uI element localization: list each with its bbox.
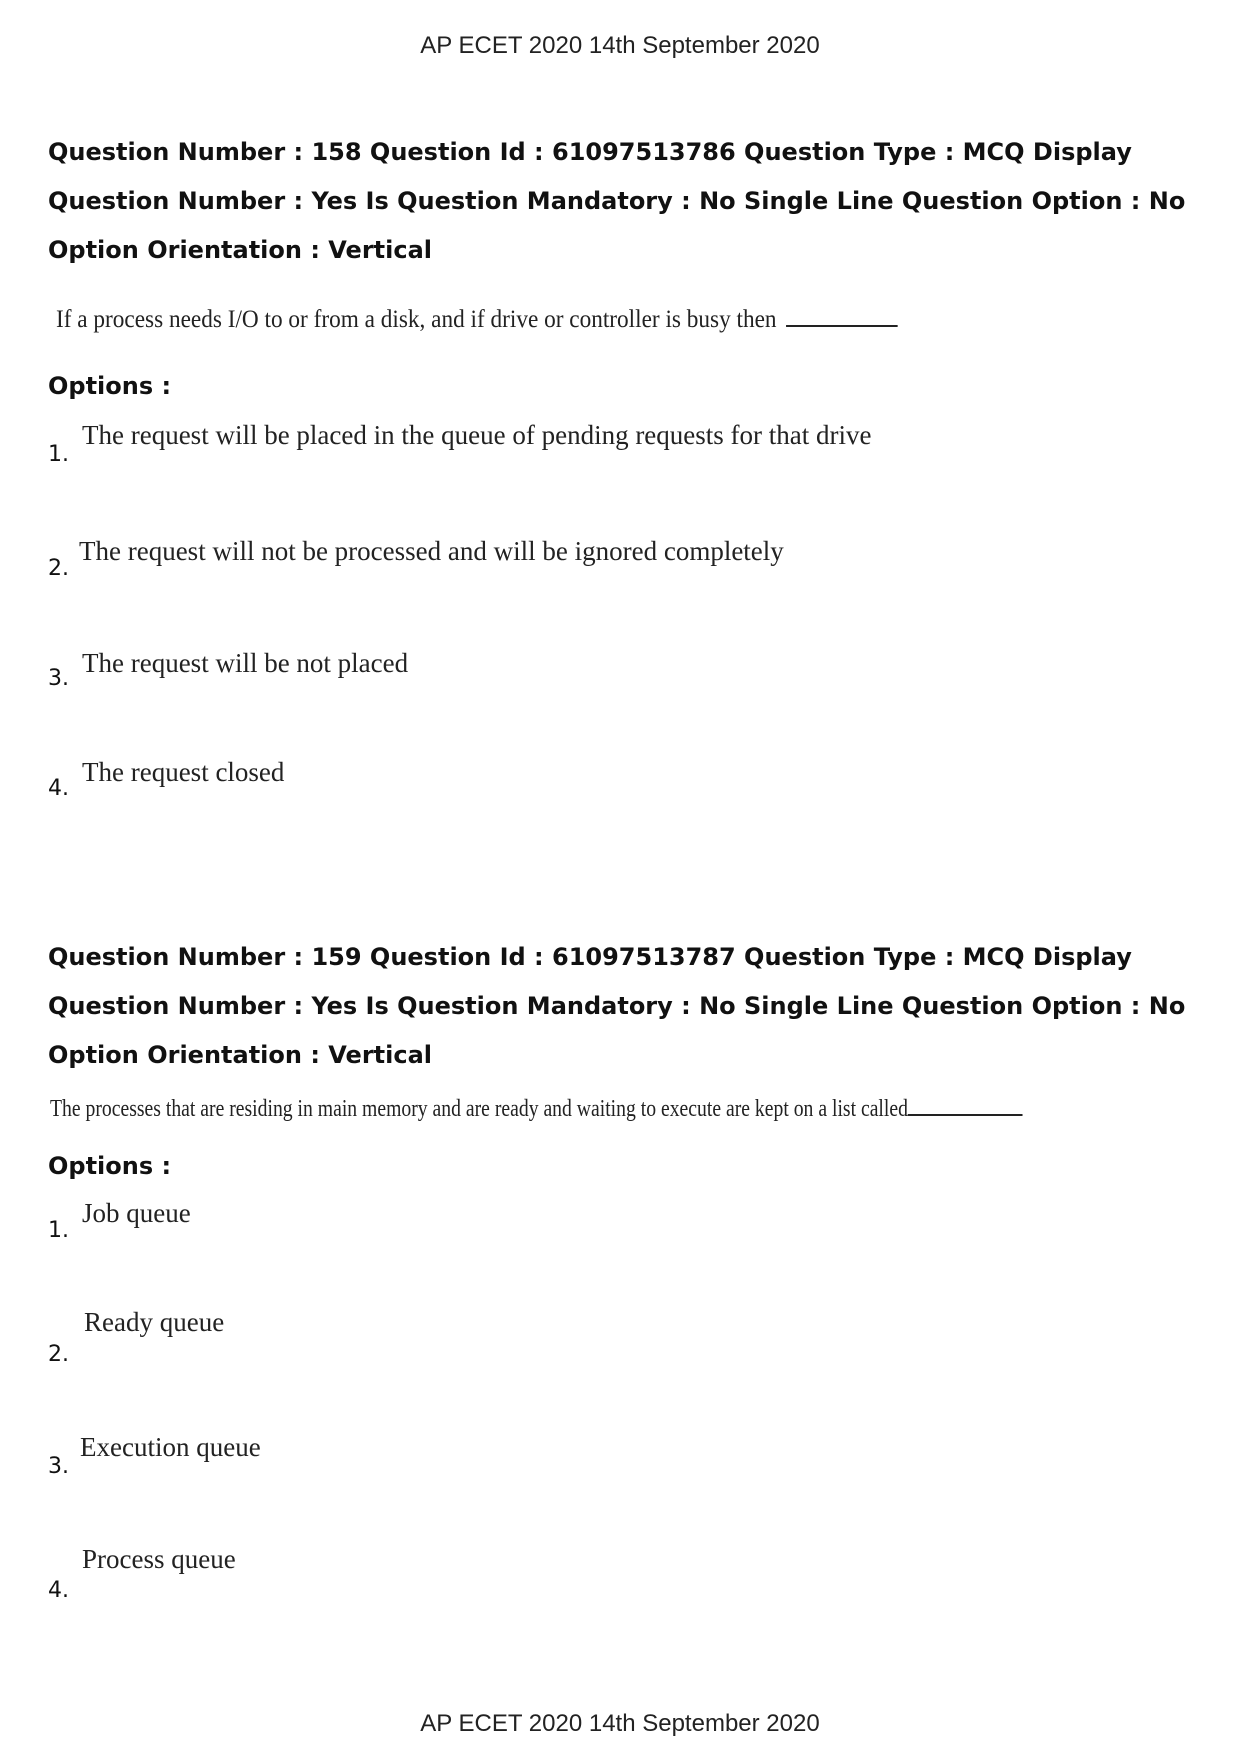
q159-option-3-number: 3.: [48, 1454, 69, 1479]
q158-option-2-number: 2.: [48, 556, 69, 581]
q159-option-3-text: Execution queue: [80, 1432, 261, 1462]
question-158-options-label: Options :: [48, 372, 172, 400]
page-footer: AP ECET 2020 14th September 2020: [420, 1710, 820, 1737]
page-header: AP ECET 2020 14th September 2020: [420, 32, 820, 59]
q158-option-2-text: The request will not be processed and will be ignored completely: [79, 536, 784, 566]
question-159-options-label: Options :: [48, 1152, 172, 1180]
question-158-meta: Question Number : 158 Question Id : 61097513786 Question Type : MCQ Display Question Number : Yes Is Question Mandatory : No Single Line Question Option : No Option Orientation : Vertical: [48, 138, 1186, 264]
answer-blank: [786, 324, 898, 327]
q159-option-1-text: Job queue: [82, 1198, 191, 1228]
q158-option-1-number: 1.: [48, 442, 69, 467]
q158-option-4-number: 4.: [48, 776, 69, 801]
question-159-stem: [50, 1096, 1023, 1123]
question-159-stem-text: The processes that are residing in main memory and are ready and waiting to execute are kept on a list called: [50, 1096, 908, 1122]
q159-option-2-number: 2.: [48, 1342, 69, 1367]
q158-option-3-number: 3.: [48, 666, 69, 691]
q159-option-1-number: 1.: [48, 1218, 69, 1243]
question-158-stem: [56, 306, 897, 334]
q158-option-4-text: The request closed: [82, 757, 285, 787]
question-159-meta: Question Number : 159 Question Id : 61097513787 Question Type : MCQ Display Question Number : Yes Is Question Mandatory : No Single Line Question Option : No Option Orientation : Vertical: [48, 943, 1186, 1069]
q159-option-4-number: 4.: [48, 1578, 69, 1603]
question-158-stem-text: If a process needs I/O to or from a disk, and if drive or controller is busy then: [56, 306, 777, 333]
q159-option-2-text: Ready queue: [84, 1307, 225, 1337]
q159-option-4-text: Process queue: [82, 1544, 236, 1574]
q158-option-3-text: The request will be not placed: [82, 648, 409, 678]
answer-blank: [908, 1113, 1023, 1116]
q158-option-1-text: The request will be placed in the queue of pending requests for that drive: [82, 420, 872, 450]
